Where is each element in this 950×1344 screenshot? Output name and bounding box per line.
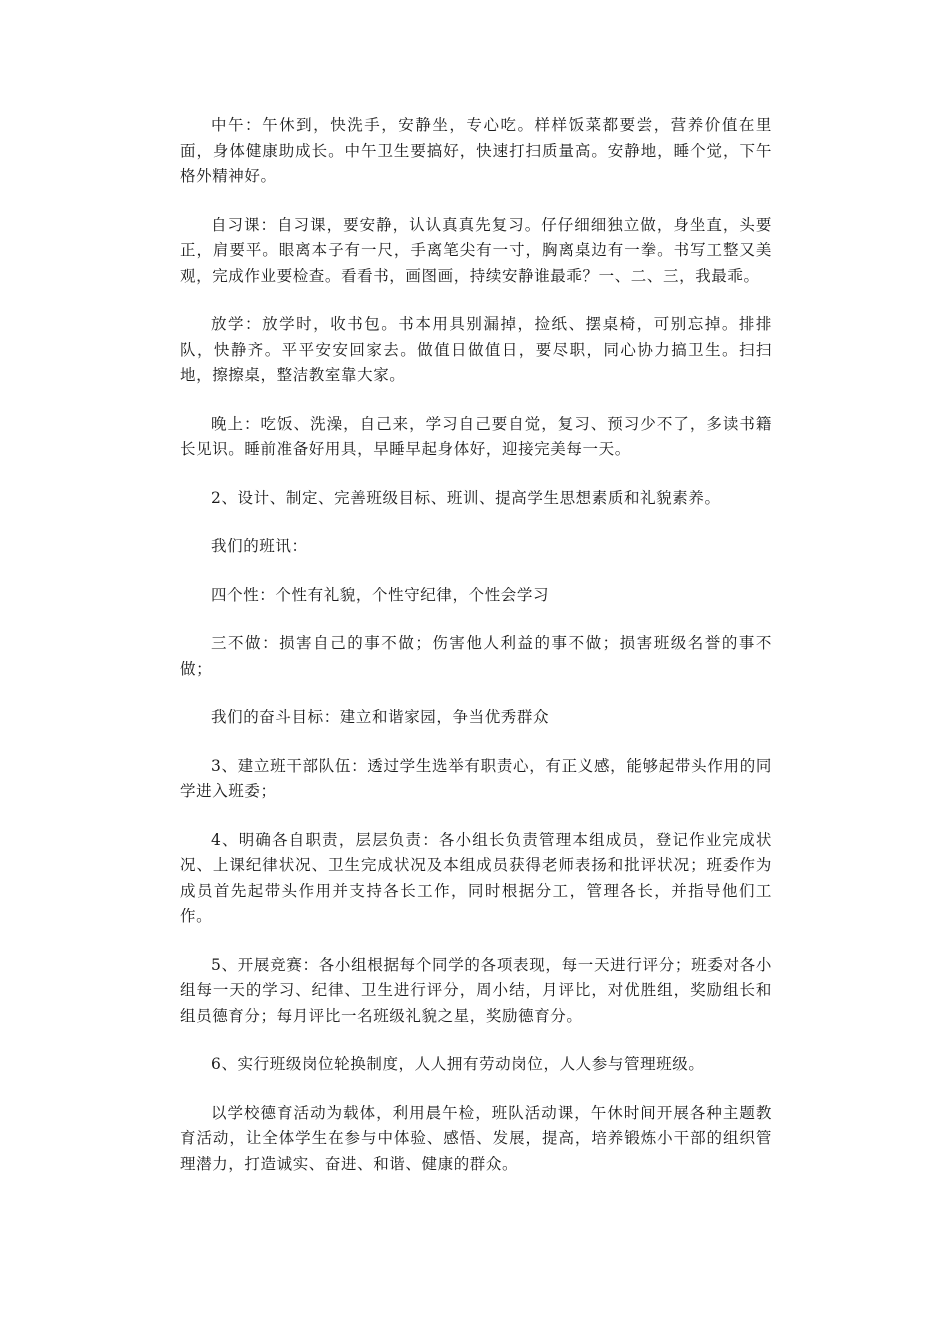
paragraph-item-5: 5、开展竞赛：各小组根据每个同学的各项表现，每一天进行评分；班委对各小组每一天的学习、纪律、卫生进行评分，周小结，月评比，对优胜组，奖励组长和组员德育分；每月评比一名班级礼貌之星，奖励德育分。 xyxy=(180,955,772,1025)
paragraph-dismissal: 放学：放学时，收书包。书本用具别漏掉，捡纸、摆桌椅，可别忘掉。排排队，快静齐。平平安安回家去。做值日做值日，要尽职，同心协力搞卫生。扫扫地，擦擦桌，整洁教室靠大家。 xyxy=(180,315,772,384)
paragraph-evening: 晚上：吃饭、洗澡，自己来，学习自己要自觉，复习、预习少不了，多读书籍长见识。睡前准备好用具，早睡早起身体好，迎接完美每一天。 xyxy=(180,414,772,458)
paragraph-self-study: 自习课：自习课，要安静，认认真真先复习。仔仔细细独立做，身坐直，头要正，肩要平。眼离本子有一尺，手离笔尖有一寸，胸离桌边有一拳。书写工整又美观，完成作业要检查。看看书，画图画，持续安静谁最乖？一、二、三，我最乖。 xyxy=(180,215,772,285)
paragraph-three-donts: 三不做：损害自己的事不做；伤害他人利益的事不做；损害班级名誉的事不做； xyxy=(180,634,772,678)
paragraph-item-4: 4、明确各自职责，层层负责：各小组长负责管理本组成员，登记作业完成状况、上课纪律状况、卫生完成状况及本组成员获得老师表扬和批评状况；班委作为成员首先起带头作用并支持各长工作，同时根据分工，管理各长，并指导他们工作。 xyxy=(180,830,772,925)
paragraph-four-personalities: 四个性：个性有礼貌，个性守纪律，个性会学习 xyxy=(211,585,550,604)
paragraph-goal: 我们的奋斗目标：建立和谐家园，争当优秀群众 xyxy=(211,708,550,726)
paragraph-closing: 以学校德育活动为载体，利用晨午检，班队活动课，午休时间开展各种主题教育活动，让全体学生在参与中体验、感悟、发展，提高，培养锻炼小干部的组织管理潜力，打造诚实、奋进、和谐、健康的群众。 xyxy=(180,1103,772,1173)
paragraph-item-3: 3、建立班干部队伍：透过学生选举有职责心，有正义感，能够起带头作用的同学进入班委； xyxy=(180,756,772,800)
paragraph-item-2: 2、设计、制定、完善班级目标、班训、提高学生思想素质和礼貌素养。 xyxy=(211,488,721,507)
paragraph-item-6: 6、实行班级岗位轮换制度，人人拥有劳动岗位，人人参与管理班级。 xyxy=(211,1055,705,1073)
paragraph-class-motto-heading: 我们的班讯： xyxy=(211,537,308,555)
paragraph-noon: 中午：午休到，快洗手，安静坐，专心吃。样样饭菜都要尝，营养价值在里面，身体健康助成长。中午卫生要搞好，快速打扫质量高。安静地，睡个觉，下午格外精神好。 xyxy=(180,116,772,185)
document-body xyxy=(180,113,772,1200)
